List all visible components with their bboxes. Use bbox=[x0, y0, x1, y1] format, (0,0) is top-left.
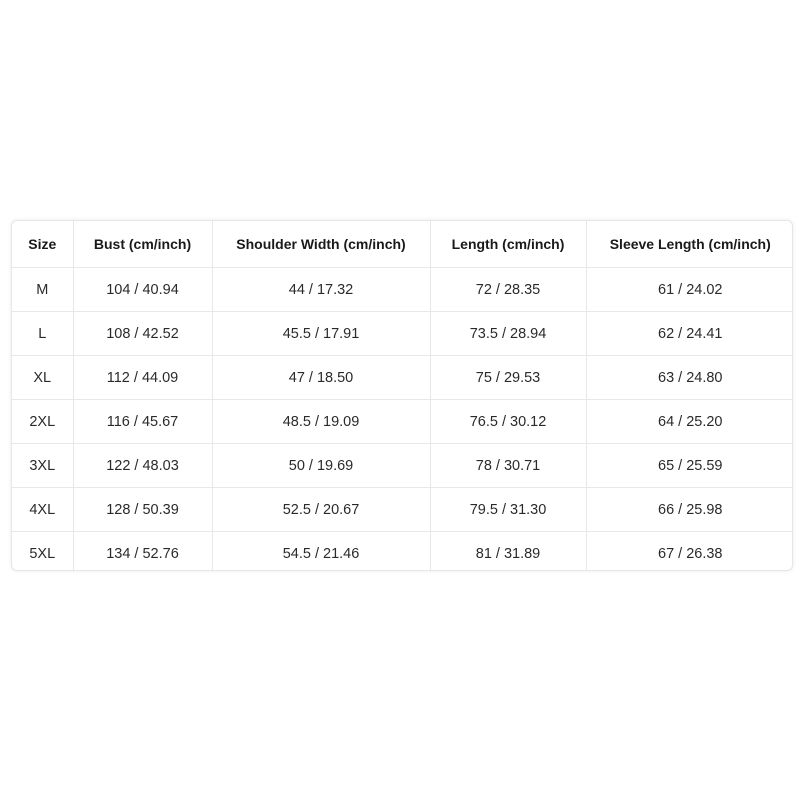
cell-length: 79.5 / 31.30 bbox=[430, 488, 586, 532]
cell-length: 72 / 28.35 bbox=[430, 268, 586, 312]
cell-shoulder-width: 52.5 / 20.67 bbox=[212, 488, 430, 532]
cell-length: 75 / 29.53 bbox=[430, 356, 586, 400]
cell-sleeve-length: 63 / 24.80 bbox=[586, 356, 793, 400]
table-row bbox=[12, 312, 793, 356]
cell-size: L bbox=[12, 312, 73, 356]
size-chart-table bbox=[12, 221, 793, 571]
cell-length: 78 / 30.71 bbox=[430, 444, 586, 488]
table-header-row bbox=[12, 221, 793, 268]
cell-sleeve-length: 67 / 26.38 bbox=[586, 532, 793, 572]
table-row bbox=[12, 400, 793, 444]
cell-sleeve-length: 62 / 24.41 bbox=[586, 312, 793, 356]
cell-bust: 128 / 50.39 bbox=[73, 488, 212, 532]
cell-bust: 108 / 42.52 bbox=[73, 312, 212, 356]
cell-sleeve-length: 64 / 25.20 bbox=[586, 400, 793, 444]
header-shoulder-width: Shoulder Width (cm/inch) bbox=[212, 221, 430, 268]
cell-bust: 134 / 52.76 bbox=[73, 532, 212, 572]
cell-bust: 112 / 44.09 bbox=[73, 356, 212, 400]
header-sleeve-length: Sleeve Length (cm/inch) bbox=[586, 221, 793, 268]
cell-shoulder-width: 54.5 / 21.46 bbox=[212, 532, 430, 572]
cell-shoulder-width: 44 / 17.32 bbox=[212, 268, 430, 312]
table-row bbox=[12, 488, 793, 532]
cell-shoulder-width: 48.5 / 19.09 bbox=[212, 400, 430, 444]
cell-shoulder-width: 45.5 / 17.91 bbox=[212, 312, 430, 356]
header-length: Length (cm/inch) bbox=[430, 221, 586, 268]
cell-length: 81 / 31.89 bbox=[430, 532, 586, 572]
cell-size: 4XL bbox=[12, 488, 73, 532]
cell-bust: 104 / 40.94 bbox=[73, 268, 212, 312]
header-size: Size bbox=[12, 221, 73, 268]
cell-bust: 122 / 48.03 bbox=[73, 444, 212, 488]
cell-size: M bbox=[12, 268, 73, 312]
cell-bust: 116 / 45.67 bbox=[73, 400, 212, 444]
cell-size: XL bbox=[12, 356, 73, 400]
table-row bbox=[12, 444, 793, 488]
cell-size: 3XL bbox=[12, 444, 73, 488]
cell-size: 2XL bbox=[12, 400, 73, 444]
cell-sleeve-length: 61 / 24.02 bbox=[586, 268, 793, 312]
size-chart-table-container bbox=[11, 220, 793, 571]
table-row bbox=[12, 532, 793, 572]
cell-length: 76.5 / 30.12 bbox=[430, 400, 586, 444]
cell-shoulder-width: 50 / 19.69 bbox=[212, 444, 430, 488]
cell-sleeve-length: 65 / 25.59 bbox=[586, 444, 793, 488]
cell-length: 73.5 / 28.94 bbox=[430, 312, 586, 356]
table-row bbox=[12, 356, 793, 400]
cell-sleeve-length: 66 / 25.98 bbox=[586, 488, 793, 532]
table-row bbox=[12, 268, 793, 312]
cell-shoulder-width: 47 / 18.50 bbox=[212, 356, 430, 400]
cell-size: 5XL bbox=[12, 532, 73, 572]
header-bust: Bust (cm/inch) bbox=[73, 221, 212, 268]
